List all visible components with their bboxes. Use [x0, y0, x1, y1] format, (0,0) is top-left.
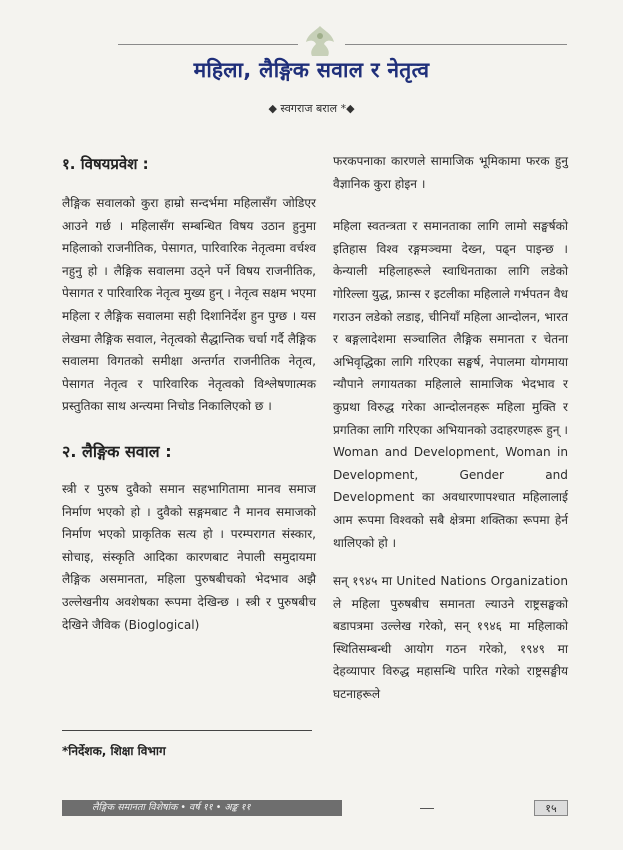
section-heading-gender-issue: २. लैङ्गिक सवाल : — [62, 441, 172, 461]
right-paragraph-2: महिला स्वतन्त्रता र समानताका लागि लामो सङ्घर्षको इतिहास विश्व रङ्गमञ्चमा देख्न, पढ्न पाइन्छ । केन्याली महिलाहरूले स्वाधिनताका लागि लडेको गोरिल्ला युद्ध, फ्रान्स र इटलीका महिलाले गर्भपतन वैध गराउन लडेको लडाइ, चीनियाँ महिला आन्दोलन, भारत र बङ्गलादेशमा सञ्चालित लैङ्गिक समानता र चेतना अभिवृद्धिका लागि गरिएका सङ्घर्ष, नेपालमा योगमाया न्यौपाने लगायतका महिलाले सामाजिक भेदभाव र कुप्रथा विरुद्ध गरेका आन्दोलनहरू महिला मुक्ति र प्रगतिका लागि गरिएका अभियानको उदाहरणहरू हुन् । Woman and Development, Woman in Development, Gender and Development का अवधारणापश्चात महिलालाई आम रूपमा विश्वको सबै क्षेत्रमा शक्तिका रूपमा हेर्न थालिएको हो । — [333, 219, 568, 550]
article-title: महिला, लैङ्गिक सवाल र नेतृत्व — [193, 58, 430, 82]
footnote: *निर्देशक, शिक्षा विभाग — [62, 744, 166, 758]
decorative-emblem-icon — [296, 22, 344, 58]
journal-footer-band: लैङ्गिक समानता विशेषांक • वर्ष ११ • अङ्क ११ — [62, 800, 342, 816]
introduction-paragraph: लैङ्गिक सवालको कुरा हाम्रो सन्दर्भमा महिलासँग जोडिएर आउने गर्छ । महिलासँग सम्बन्धित विषय उठान हुनुमा महिलाको राजनीतिक, पेसागत, पारिवारिक नेतृत्वमा वर्चश्व नहुनु हो । लैङ्गिक सवालमा उठ्ने पर्ने विषय राजनीतिक, पेसागत र पारिवारिक नेतृत्व मुख्य हुन् । नेतृत्व सक्षम भएमा महिला र लैङ्गिक सवालमा सही दिशानिर्देश हुन पुग्छ । यस लेखमा लैङ्गिक सवाल, नेतृत्वको सैद्धान्तिक चर्चा गर्दै लैङ्गिक सवालमा विगतको समीक्षा अन्तर्गत राजनीतिक नेतृत्व, पेसागत नेतृत्व र पारिवारिक नेतृत्वको विश्लेषणात्मक प्रस्तुतिका साथ अन्त्यमा निचोड निकालिएको छ । — [62, 196, 316, 414]
footnote-rule — [62, 730, 312, 731]
right-paragraph-3: सन् १९४५ मा United Nations Organization ले महिला पुरुषबीच समानता ल्याउने राष्ट्रसङ्घको बडापत्रमा उल्लेख गरेको, सन् १९४६ मा महिलाको स्थितिसम्बन्धी आयोग गठन गरेको, १९४९ मा देहव्यापार विरुद्ध महासन्धि पारित गरेको राष्ट्रसङ्घीय घटनाहरूले — [333, 574, 568, 702]
header-rule-left — [118, 44, 298, 45]
header-rule-right — [345, 44, 567, 45]
right-column — [333, 150, 568, 722]
page-number: १५ — [534, 800, 568, 816]
section-heading-introduction: १. विषयप्रवेश : — [62, 155, 149, 173]
right-paragraph-1: फरकपनाका कारणले सामाजिक भूमिकामा फरक हुनु वैज्ञानिक कुरा होइन । — [333, 154, 568, 191]
gender-issue-paragraph: स्त्री र पुरुष दुवैको समान सहभागितामा मानव समाज निर्माण भएको हो । दुवैको सङ्गमबाट नै मानव समाजको निर्माण भएको प्राकृतिक सत्य हो । परम्परागत संस्कार, सोचाइ, संस्कृति आदिका कारणबाट नेपाली समुदायमा लैङ्गिक असमानता, महिला पुरुषबीचको भेदभाव अझै उल्लेखनीय अवशेषका रूपमा देखिन्छ । स्त्री र पुरुषबीच देखिने जैविक (Bioglogical) — [62, 481, 316, 632]
left-column — [62, 150, 316, 636]
footer-dash — [420, 808, 434, 809]
author-line: ◆ स्वगराज बराल *◆ — [268, 102, 355, 115]
